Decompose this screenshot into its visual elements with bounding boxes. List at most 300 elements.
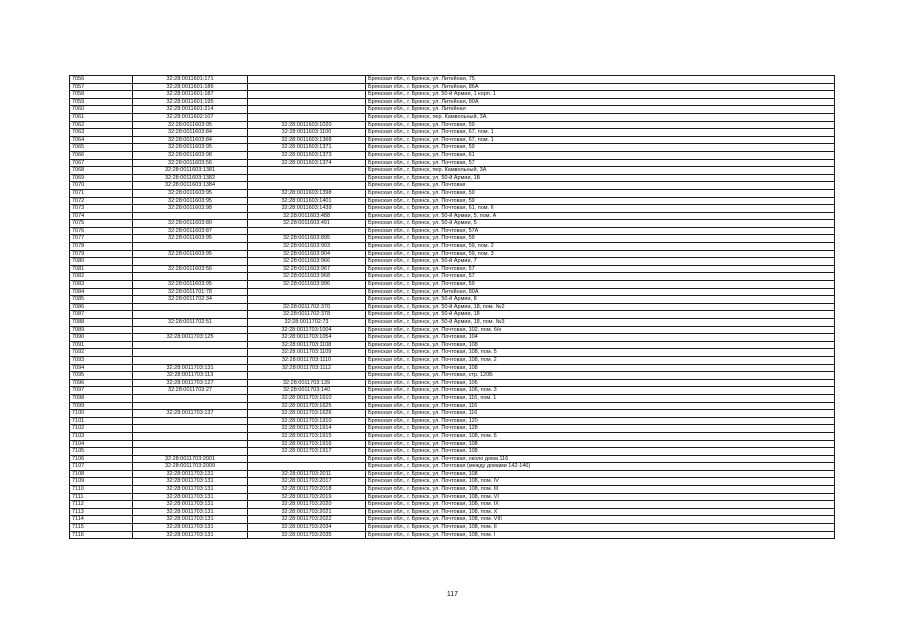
sub-cadastral-number-cell: 32:28:0011703:1109 (248, 349, 366, 357)
cadastral-number-cell: 32:28:0011703:131 (133, 470, 248, 478)
table-row (70, 349, 835, 357)
sub-cadastral-number-cell: 32:28:0011603:1368 (248, 136, 366, 144)
address-cell: Брянская обл., г. Брянск, ул. Почтовая, 108, пом. 2 (366, 356, 835, 364)
table-row (70, 167, 835, 175)
address-cell: Брянская обл., г. Брянск, ул. Почтовая, 57 (366, 159, 835, 167)
cadastral-number-cell: 32:28:0011703:27 (133, 387, 248, 395)
address-cell: Брянская обл., г. Брянск, ул. Литейная (366, 106, 835, 114)
row-number-cell: 7106 (70, 455, 133, 463)
table-row (70, 243, 835, 251)
sub-cadastral-number-cell: 32:28:0011703:139 (248, 379, 366, 387)
address-cell: Брянская обл., г. Брянск, ул. Почтовая, 108, пом. IV (366, 478, 835, 486)
address-cell: Брянская обл., г. Брянск, ул. Почтовая (между домами 142-146) (366, 463, 835, 471)
row-number-cell: 7056 (70, 76, 133, 84)
row-number-cell: 7057 (70, 83, 133, 91)
table-row (70, 182, 835, 190)
cadastral-number-cell: 32:28:0011601:195 (133, 98, 248, 106)
table-row (70, 455, 835, 463)
address-cell: Брянская обл., г. Брянск, ул. Почтовая, 108 (366, 470, 835, 478)
table-row (70, 151, 835, 159)
address-cell: Брянская обл., г. Брянск, ул. Почтовая, 57 (366, 273, 835, 281)
cadastral-number-cell: 32:28:0011603:84 (133, 129, 248, 137)
address-cell: Брянская обл., г. Брянск, ул. Почтовая, 108 (366, 364, 835, 372)
row-number-cell: 7096 (70, 379, 133, 387)
row-number-cell: 7104 (70, 440, 133, 448)
address-cell: Брянская обл., г. Брянск, ул. Почтовая (366, 182, 835, 190)
row-number-cell: 7086 (70, 303, 133, 311)
address-cell: Брянская обл., г. Брянск, ул. Почтовая, 108, пом. 5 (366, 349, 835, 357)
sub-cadastral-number-cell: 32:28:0011703:1054 (248, 334, 366, 342)
cadastral-number-cell: 32:28:0011702:34 (133, 296, 248, 304)
sub-cadastral-number-cell: 32:28:0011603:1439 (248, 205, 366, 213)
table-row (70, 235, 835, 243)
table-row (70, 288, 835, 296)
cadastral-number-cell: 32:28:0011603:98 (133, 151, 248, 159)
sub-cadastral-number-cell (248, 296, 366, 304)
table-row (70, 531, 835, 539)
row-number-cell: 7114 (70, 516, 133, 524)
cadastral-number-cell: 32:28:0011703:131 (133, 501, 248, 509)
address-cell: Брянская обл., г. Брянск, ул. Литейная, 80А (366, 288, 835, 296)
table-row (70, 121, 835, 129)
table-row (70, 516, 835, 524)
sub-cadastral-number-cell (248, 372, 366, 380)
table-row (70, 486, 835, 494)
row-number-cell: 7073 (70, 205, 133, 213)
sub-cadastral-number-cell (248, 113, 366, 121)
sub-cadastral-number-cell: 32:28:0011702:370 (248, 303, 366, 311)
cadastral-number-cell (133, 432, 248, 440)
cadastral-number-cell: 32:28:0011603:95 (133, 144, 248, 152)
table-row (70, 440, 835, 448)
address-cell: Брянская обл., г. Брянск, ул. Почтовая, 116 (366, 410, 835, 418)
table-row (70, 387, 835, 395)
address-cell: Брянская обл., г. Брянск, ул. Литейная, 75 (366, 76, 835, 84)
sub-cadastral-number-cell: 32:28:0011703:1004 (248, 326, 366, 334)
table-row (70, 113, 835, 121)
cadastral-number-cell: 32:28:0011703:137 (133, 410, 248, 418)
address-cell: Брянская обл., г. Брянск, ул. Почтовая, 59 (366, 281, 835, 289)
sub-cadastral-number-cell: 32:28:0011603:966 (248, 258, 366, 266)
cadastral-number-cell: 32:28:0011703:131 (133, 524, 248, 532)
address-cell: Брянская обл., г. Брянск, ул. Почтовая, 108 (366, 448, 835, 456)
sub-cadastral-number-cell (248, 288, 366, 296)
table-row (70, 197, 835, 205)
table-row (70, 281, 835, 289)
cadastral-number-cell (133, 440, 248, 448)
cadastral-number-cell (133, 303, 248, 311)
cadastral-number-cell: 32:28:0011703:2009 (133, 463, 248, 471)
row-number-cell: 7059 (70, 98, 133, 106)
cadastral-number-cell: 32:28:0011603:95 (133, 235, 248, 243)
address-cell: Брянская обл., г. Брянск, ул. Почтовая, 108, пом. IX (366, 501, 835, 509)
row-number-cell: 7112 (70, 501, 133, 509)
address-cell: Брянская обл., г. Брянск, ул. Почтовая, 59, пом. 3 (366, 250, 835, 258)
address-cell: Брянская обл., г. Брянск, ул. Почтовая, 108, пом. II (366, 524, 835, 532)
table-row (70, 501, 835, 509)
sub-cadastral-number-cell: 32:28:0011603:967 (248, 265, 366, 273)
cadastral-number-cell: 32:28:0011603:1384 (133, 182, 248, 190)
row-number-cell: 7062 (70, 121, 133, 129)
table-row (70, 296, 835, 304)
sub-cadastral-number-cell: 32:28:0011703:2018 (248, 486, 366, 494)
row-number-cell: 7076 (70, 227, 133, 235)
address-cell: Брянская обл., г. Брянск, ул. Литейная, 80А (366, 98, 835, 106)
cadastral-number-cell: 32:28:0011703:2001 (133, 455, 248, 463)
row-number-cell: 7065 (70, 144, 133, 152)
sub-cadastral-number-cell (248, 98, 366, 106)
row-number-cell: 7058 (70, 91, 133, 99)
row-number-cell: 7061 (70, 113, 133, 121)
sub-cadastral-number-cell: 32:28:0011703:1626 (248, 410, 366, 418)
address-cell: Брянская обл., г. Брянск, ул. Почтовая, около дома 116 (366, 455, 835, 463)
address-cell: Брянская обл., г. Брянск, ул. Почтовая, 59 (366, 121, 835, 129)
row-number-cell: 7099 (70, 402, 133, 410)
cadastral-number-cell: 32:28:0011702:51 (133, 319, 248, 327)
table-row (70, 425, 835, 433)
sub-cadastral-number-cell (248, 227, 366, 235)
sub-cadastral-number-cell: 32:28:0011603:1373 (248, 151, 366, 159)
row-number-cell: 7091 (70, 341, 133, 349)
sub-cadastral-number-cell: 32:28:0011603:904 (248, 250, 366, 258)
address-cell: Брянская обл., г. Брянск, ул. Почтовая, 106, пом. 3 (366, 387, 835, 395)
row-number-cell: 7092 (70, 349, 133, 357)
cadastral-number-cell (133, 448, 248, 456)
table-row (70, 508, 835, 516)
sub-cadastral-number-cell: 32:28:0011703:1915 (248, 432, 366, 440)
table-row (70, 76, 835, 84)
row-number-cell: 7070 (70, 182, 133, 190)
sub-cadastral-number-cell (248, 83, 366, 91)
row-number-cell: 7077 (70, 235, 133, 243)
address-cell: Брянская обл., г. Брянск, ул. 50-й Армии, 5, пом. А (366, 212, 835, 220)
address-cell: Брянская обл., г. Брянск, ул. Почтовая, 108, пом. III (366, 486, 835, 494)
table-row (70, 524, 835, 532)
sub-cadastral-number-cell: 32:28:0011703:1108 (248, 341, 366, 349)
address-cell: Брянская обл., г. Брянск, ул. Почтовая, 108, пом. VI (366, 493, 835, 501)
sub-cadastral-number-cell: 32:28:0011603:968 (248, 273, 366, 281)
table-row (70, 303, 835, 311)
row-number-cell: 7083 (70, 281, 133, 289)
sub-cadastral-number-cell: 32:28:0011703:2011 (248, 470, 366, 478)
sub-cadastral-number-cell (248, 182, 366, 190)
sub-cadastral-number-cell: 32:28:0011703:1916 (248, 440, 366, 448)
address-cell: Брянская обл., г. Брянск, ул. Почтовая, 106 (366, 379, 835, 387)
address-cell: Брянская обл., г. Брянск, ул. Почтовая, 116 (366, 402, 835, 410)
row-number-cell: 7110 (70, 486, 133, 494)
cadastral-number-cell: 32:28:0011603:80 (133, 220, 248, 228)
cadastral-table (69, 75, 835, 539)
row-number-cell: 7078 (70, 243, 133, 251)
address-cell: Брянская обл., г. Брянск, ул. Почтовая, 57А (366, 227, 835, 235)
sub-cadastral-number-cell (248, 91, 366, 99)
table-row (70, 470, 835, 478)
cadastral-number-cell (133, 417, 248, 425)
cadastral-number-cell: 32:28:0011703:131 (133, 508, 248, 516)
sub-cadastral-number-cell: 32:28:0011703:2034 (248, 524, 366, 532)
cadastral-number-cell (133, 273, 248, 281)
table-row (70, 98, 835, 106)
address-cell: Брянская обл., г. Брянск, ул. 50-й Армии, 7 (366, 258, 835, 266)
cadastral-number-cell: 32:28:0011603:1382 (133, 174, 248, 182)
address-cell: Брянская обл., г. Брянск, ул. Почтовая, 108, пом. X (366, 508, 835, 516)
sub-cadastral-number-cell: 32:28:0011603:491 (248, 220, 366, 228)
table-row (70, 144, 835, 152)
row-number-cell: 7085 (70, 296, 133, 304)
sub-cadastral-number-cell (248, 167, 366, 175)
row-number-cell: 7102 (70, 425, 133, 433)
cadastral-number-cell: 32:28:0011603:56 (133, 159, 248, 167)
address-cell: Брянская обл., г. Брянск, ул. Почтовая, 59 (366, 235, 835, 243)
table-row (70, 265, 835, 273)
row-number-cell: 7084 (70, 288, 133, 296)
table-row (70, 379, 835, 387)
row-number-cell: 7089 (70, 326, 133, 334)
sub-cadastral-number-cell: 32:28:0011703:2020 (248, 501, 366, 509)
table-row (70, 273, 835, 281)
sub-cadastral-number-cell: 32:28:0011703:2021 (248, 508, 366, 516)
cadastral-number-cell: 32:28:0011603:1381 (133, 167, 248, 175)
sub-cadastral-number-cell: 32:28:0011603:1100 (248, 129, 366, 137)
sub-cadastral-number-cell (248, 174, 366, 182)
table-row (70, 220, 835, 228)
address-cell: Брянская обл., г. Брянск, ул. Почтовая, 67, пом. 1 (366, 136, 835, 144)
table-row (70, 417, 835, 425)
address-cell: Брянская обл., г. Брянск, ул. Почтовая, 61, пом. II (366, 205, 835, 213)
address-cell: Брянская обл., г. Брянск, ул. Почтовая, 67, пом. 1 (366, 129, 835, 137)
sub-cadastral-number-cell: 32:28:0011603:1398 (248, 189, 366, 197)
row-number-cell: 7097 (70, 387, 133, 395)
row-number-cell: 7107 (70, 463, 133, 471)
cadastral-number-cell: 32:28:0011703:131 (133, 516, 248, 524)
cadastral-number-cell (133, 356, 248, 364)
cadastral-number-cell: 32:28:0011703:131 (133, 493, 248, 501)
table-row (70, 334, 835, 342)
table-row (70, 410, 835, 418)
row-number-cell: 7101 (70, 417, 133, 425)
cadastral-number-cell (133, 243, 248, 251)
table-row (70, 250, 835, 258)
row-number-cell: 7066 (70, 151, 133, 159)
table-row (70, 372, 835, 380)
address-cell: Брянская обл., г. Брянск, ул. Почтовая, 120 (366, 417, 835, 425)
address-cell: Брянская обл., г. Брянск, ул. Почтовая, стр. 120Б (366, 372, 835, 380)
table-row (70, 394, 835, 402)
cadastral-table-body (70, 76, 835, 539)
address-cell: Брянская обл., г. Брянск, ул. Почтовая, 59, пом. 2 (366, 243, 835, 251)
row-number-cell: 7081 (70, 265, 133, 273)
row-number-cell: 7113 (70, 508, 133, 516)
row-number-cell: 7079 (70, 250, 133, 258)
cadastral-number-cell (133, 402, 248, 410)
address-cell: Брянская обл., г. Брянск, ул. Почтовая, 102, пом. б/н (366, 326, 835, 334)
row-number-cell: 7090 (70, 334, 133, 342)
row-number-cell: 7071 (70, 189, 133, 197)
sub-cadastral-number-cell: 32:28:0011603:1401 (248, 197, 366, 205)
table-row (70, 227, 835, 235)
address-cell: Брянская обл., г. Брянск, ул. Почтовая, 128 (366, 425, 835, 433)
sub-cadastral-number-cell: 32:28:0011603:1371 (248, 144, 366, 152)
table-row (70, 129, 835, 137)
table-row (70, 136, 835, 144)
sub-cadastral-number-cell: 32:28:0011703:1910 (248, 417, 366, 425)
address-cell: Брянская обл., г. Брянск, ул. Почтовая, 116, пом. 1 (366, 394, 835, 402)
cadastral-number-cell: 32:28:0011603:87 (133, 227, 248, 235)
cadastral-number-cell: 32:28:0011603:95 (133, 250, 248, 258)
address-cell: Брянская обл., г. Брянск, ул. Почтовая, 61 (366, 151, 835, 159)
cadastral-number-cell: 32:28:0011603:56 (133, 265, 248, 273)
table-row (70, 91, 835, 99)
table-row (70, 212, 835, 220)
cadastral-number-cell: 32:28:0011603:95 (133, 197, 248, 205)
address-cell: Брянская обл., г. Брянск, ул. 50-й Армии, 8 (366, 296, 835, 304)
cadastral-number-cell (133, 258, 248, 266)
sub-cadastral-number-cell (248, 455, 366, 463)
sub-cadastral-number-cell: 32:28:0011603:903 (248, 243, 366, 251)
table-row (70, 356, 835, 364)
row-number-cell: 7072 (70, 197, 133, 205)
table-row (70, 319, 835, 327)
address-cell: Брянская обл., г. Брянск, ул. 50-й Армии, 1Б (366, 174, 835, 182)
cadastral-number-cell: 32:28:0011601:171 (133, 76, 248, 84)
sub-cadastral-number-cell: 32:28:0011703:1625 (248, 402, 366, 410)
sub-cadastral-number-cell: 32:28:0011703:1110 (248, 356, 366, 364)
row-number-cell: 7082 (70, 273, 133, 281)
sub-cadastral-number-cell: 32:28:0011603:895 (248, 235, 366, 243)
sub-cadastral-number-cell: 32:28:0011703:2035 (248, 531, 366, 539)
cadastral-number-cell (133, 349, 248, 357)
address-cell: Брянская обл., г. Брянск, ул. Почтовая, 104 (366, 334, 835, 342)
cadastral-number-cell: 32:28:0011603:98 (133, 205, 248, 213)
sub-cadastral-number-cell: 32:28:0011703:1112 (248, 364, 366, 372)
address-cell: Брянская обл., г. Брянск, ул. 50-й Армии, 5 (366, 220, 835, 228)
sub-cadastral-number-cell: 32:28:0011703:1610 (248, 394, 366, 402)
table-row (70, 341, 835, 349)
cadastral-number-cell (133, 425, 248, 433)
address-cell: Брянская обл., г. Брянск, ул. 50-й Армии, 18 (366, 311, 835, 319)
address-cell: Брянская обл., г. Брянск, ул. 50-й Армии, 1 корп. 1 (366, 91, 835, 99)
cadastral-number-cell: 32:28:0011603:95 (133, 189, 248, 197)
row-number-cell: 7069 (70, 174, 133, 182)
address-cell: Брянская обл., г. Брянск, ул. Почтовая, 59 (366, 197, 835, 205)
row-number-cell: 7100 (70, 410, 133, 418)
row-number-cell: 7074 (70, 212, 133, 220)
cadastral-number-cell: 32:28:0011703:113 (133, 372, 248, 380)
table-row (70, 448, 835, 456)
sub-cadastral-number-cell: 32:28:0011603:1374 (248, 159, 366, 167)
address-cell: Брянская обл., г. Брянск, ул. Почтовая, 59 (366, 189, 835, 197)
cadastral-number-cell (133, 341, 248, 349)
address-cell: Брянская обл., г. Брянск, пер. Камвольный, 3А (366, 113, 835, 121)
address-cell: Брянская обл., г. Брянск, ул. Почтовая, 108 (366, 440, 835, 448)
sub-cadastral-number-cell: 32:28:0011703:1914 (248, 425, 366, 433)
sub-cadastral-number-cell: 32:28:0011702:73 (248, 319, 366, 327)
cadastral-number-cell: 32:28:0011701:78 (133, 288, 248, 296)
page-number: 117 (446, 591, 459, 598)
cadastral-number-cell: 32:28:0011603:84 (133, 136, 248, 144)
cadastral-number-cell: 32:28:0011601:187 (133, 91, 248, 99)
sub-cadastral-number-cell: 32:28:0011702:378 (248, 311, 366, 319)
cadastral-number-cell: 32:28:0011703:131 (133, 531, 248, 539)
row-number-cell: 7068 (70, 167, 133, 175)
address-cell: Брянская обл., г. Брянск, ул. Почтовая, 108, пом. VIII (366, 516, 835, 524)
cadastral-number-cell (133, 394, 248, 402)
table-row (70, 83, 835, 91)
sub-cadastral-number-cell: 32:28:0011603:1020 (248, 121, 366, 129)
sub-cadastral-number-cell (248, 463, 366, 471)
table-row (70, 326, 835, 334)
cadastral-number-cell (133, 212, 248, 220)
row-number-cell: 7109 (70, 478, 133, 486)
cadastral-number-cell: 32:28:0011601:214 (133, 106, 248, 114)
sub-cadastral-number-cell: 32:28:0011603:488 (248, 212, 366, 220)
table-row (70, 478, 835, 486)
sub-cadastral-number-cell: 32:28:0011703:2017 (248, 478, 366, 486)
table-row (70, 106, 835, 114)
address-cell: Брянская обл., г. Брянск, ул. Почтовая, 59 (366, 144, 835, 152)
row-number-cell: 7064 (70, 136, 133, 144)
row-number-cell: 7094 (70, 364, 133, 372)
row-number-cell: 7088 (70, 319, 133, 327)
address-cell: Брянская обл., г. Брянск, ул. 50-й Армии, 18, пом. №2 (366, 303, 835, 311)
sub-cadastral-number-cell: 32:28:0011703:140 (248, 387, 366, 395)
row-number-cell: 7075 (70, 220, 133, 228)
address-cell: Брянская обл., г. Брянск, ул. Почтовая, 108, пом. 6 (366, 432, 835, 440)
cadastral-number-cell (133, 311, 248, 319)
sub-cadastral-number-cell: 32:28:0011603:996 (248, 281, 366, 289)
cadastral-number-cell: 32:28:0011703:131 (133, 486, 248, 494)
row-number-cell: 7105 (70, 448, 133, 456)
table-row (70, 311, 835, 319)
row-number-cell: 7080 (70, 258, 133, 266)
row-number-cell: 7063 (70, 129, 133, 137)
cadastral-number-cell (133, 326, 248, 334)
cadastral-number-cell: 32:28:0011703:131 (133, 478, 248, 486)
sub-cadastral-number-cell: 32:28:0011703:1917 (248, 448, 366, 456)
row-number-cell: 7115 (70, 524, 133, 532)
address-cell: Брянская обл., г. Брянск, ул. Почтовая, 108, пом. I (366, 531, 835, 539)
cadastral-number-cell: 32:28:0011703:131 (133, 364, 248, 372)
table-row (70, 189, 835, 197)
row-number-cell: 7087 (70, 311, 133, 319)
address-cell: Брянская обл., г. Брянск, ул. 50-й Армии, 18, пом. №3 (366, 319, 835, 327)
row-number-cell: 7103 (70, 432, 133, 440)
row-number-cell: 7111 (70, 493, 133, 501)
cadastral-number-cell: 32:28:0011703:125 (133, 334, 248, 342)
table-row (70, 205, 835, 213)
table-row (70, 432, 835, 440)
cadastral-number-cell: 32:28:0011603:95 (133, 281, 248, 289)
row-number-cell: 7067 (70, 159, 133, 167)
cadastral-number-cell: 32:28:0011603:95 (133, 121, 248, 129)
sub-cadastral-number-cell (248, 76, 366, 84)
row-number-cell: 7095 (70, 372, 133, 380)
row-number-cell: 7116 (70, 531, 133, 539)
sub-cadastral-number-cell (248, 106, 366, 114)
row-number-cell: 7098 (70, 394, 133, 402)
address-cell: Брянская обл., г. Брянск, ул. Литейная, 86А (366, 83, 835, 91)
sub-cadastral-number-cell: 32:28:0011703:2019 (248, 493, 366, 501)
cadastral-number-cell: 32:28:0011601:186 (133, 83, 248, 91)
table-row (70, 174, 835, 182)
cadastral-number-cell: 32:28:0011703:127 (133, 379, 248, 387)
table-row (70, 402, 835, 410)
table-row (70, 258, 835, 266)
address-cell: Брянская обл., г. Брянск, ул. Почтовая, 108 (366, 341, 835, 349)
address-cell: Брянская обл., г. Брянск, ул. Почтовая, 57 (366, 265, 835, 273)
table-row (70, 364, 835, 372)
row-number-cell: 7108 (70, 470, 133, 478)
